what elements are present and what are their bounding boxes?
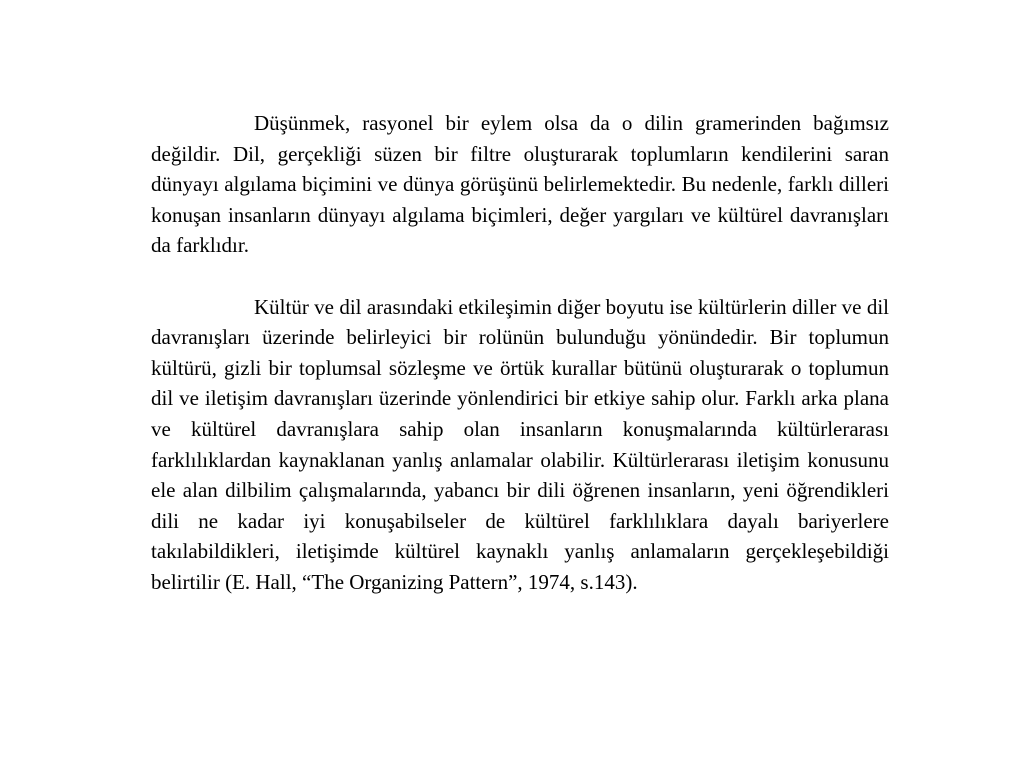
body-text <box>151 108 889 598</box>
paragraph-thinking-and-language: Düşünmek, rasyonel bir eylem olsa da o dilin gramerinden bağımsız değildir. Dil, gerçekliği süzen bir filtre oluşturarak toplumların kendilerini saran dünyayı algılama biçimini ve dünya görüşünü belirlemektedir. Bu nedenle, farklı dilleri konuşan insanların dünyayı algılama biçimleri, değer yargıları ve kültürel davranışları da farklıdır. <box>151 111 889 258</box>
paragraph-culture-and-language: Kültür ve dil arasındaki etkileşimin diğer boyutu ise kültürlerin diller ve dil davranışları üzerinde belirleyici bir rolünün bulunduğu yönündedir. Bir toplumun kültürü, gizli bir toplumsal sözleşme ve örtük kurallar bütünü oluşturarak o toplumun dil ve iletişim davranışları üzerinde yönlendirici bir etkiye sahip olur. Farklı arka plana ve kültürel davranışlara sahip olan insanların konuşmalarında kültürlerarası farklılıklardan kaynaklanan yanlış anlamalar olabilir. Kültürlerarası iletişim konusunu ele alan dilbilim çalışmalarında, yabancı bir dili öğrenen insanların, yeni öğrendikleri dili ne kadar iyi konuşabilseler de kültürel farklılıklara dayalı bariyerlere takılabildikleri, iletişimde kültürel kaynaklı yanlış anlamaların gerçekleşebildiği belirtilir (E. Hall, “The Organizing Pattern”, 1974, s.143). <box>151 294 889 594</box>
